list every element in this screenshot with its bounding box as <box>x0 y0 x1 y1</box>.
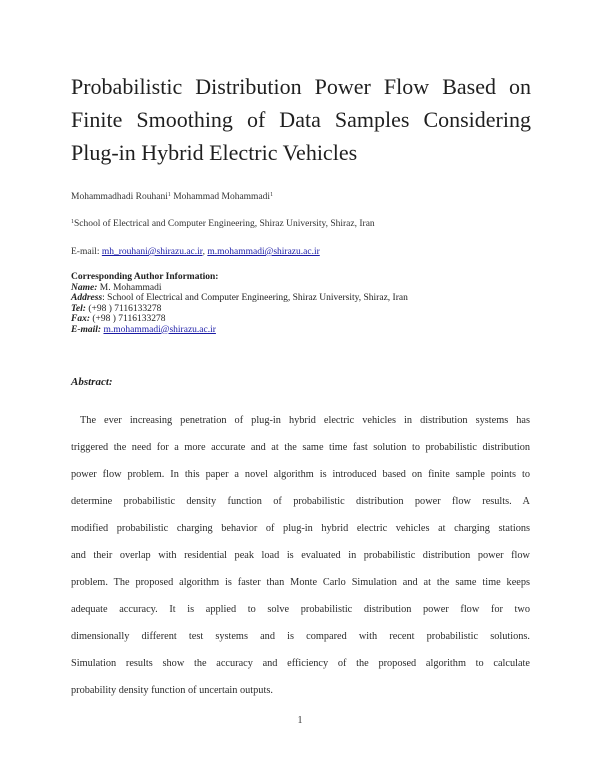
corresponding-email-row <box>71 325 408 336</box>
title-line: Plug-in Hybrid Electric Vehicles <box>71 140 358 165</box>
fax-label: Fax: <box>71 314 90 324</box>
fax-value: (+98 ) 7116133278 <box>92 314 166 324</box>
name-value: M. Mohammadi <box>99 282 162 293</box>
author-list <box>71 192 273 202</box>
corresponding-fax-row <box>71 314 408 325</box>
email-label: E-mail: <box>71 247 100 257</box>
email-separator: , <box>202 247 205 257</box>
abstract-line: Simulation results show the accuracy and efficiency of the proposed algorithm to calculate <box>71 658 530 669</box>
address-label: Address <box>71 293 103 303</box>
corresponding-heading: Corresponding Author Information: <box>71 272 219 282</box>
corresponding-tel-row <box>71 304 408 315</box>
tel-value: (+98 ) 7116133278 <box>88 303 162 314</box>
abstract-body <box>71 407 530 704</box>
abstract-line: triggered the need for a more accurate and at the same time fast solution to probabilistic distribution <box>71 442 530 453</box>
paper-title <box>71 70 531 169</box>
abstract-line: The ever increasing penetration of plug-in hybrid electric vehicles in distribution systems has <box>80 415 530 426</box>
affiliation-marker: 1 <box>270 192 274 198</box>
abstract-line: determine probabilistic density function of probabilistic distribution power flow results. A <box>71 496 530 507</box>
corresponding-email-link[interactable]: m.mohammadi@shirazu.ac.ir <box>103 324 216 335</box>
email-link-2[interactable]: m.mohammadi@shirazu.ac.ir <box>207 247 320 257</box>
author-name: Mohammad Mohammadi <box>173 192 271 202</box>
email-line <box>71 247 320 257</box>
abstract-line: modified probabilistic charging behavior of plug-in hybrid electric vehicles at charging stations <box>71 523 530 534</box>
affiliation-text: School of Electrical and Computer Engineering, Shiraz University, Shiraz, Iran <box>74 219 375 229</box>
page-number: 1 <box>297 715 303 726</box>
name-label: Name: <box>71 282 98 293</box>
corresponding-address-row <box>71 293 408 304</box>
affiliation <box>71 219 375 229</box>
tel-label: Tel: <box>71 303 86 314</box>
abstract-line: adequate accuracy. It is applied to solve probabilistic distribution power flow for two <box>71 604 530 615</box>
corresponding-author-block <box>71 272 408 335</box>
abstract-line: problem. The proposed algorithm is faster than Monte Carlo Simulation and at the same time keeps <box>71 577 530 588</box>
abstract-line: power flow problem. In this paper a novel algorithm is introduced based on finite sample points to <box>71 469 530 480</box>
corresponding-name-row <box>71 283 408 294</box>
address-value: : School of Electrical and Computer Engineering, Shiraz University, Shiraz, Iran <box>102 293 408 303</box>
abstract-heading: Abstract: <box>71 376 113 388</box>
email-link-1[interactable]: mh_rouhani@shirazu.ac.ir <box>101 247 203 257</box>
abstract-line: and their overlap with residential peak load is evaluated in probabilistic distribution power flow <box>71 550 530 561</box>
title-line: Finite Smoothing of Data Samples Considering <box>71 107 531 132</box>
affiliation-marker: 1 <box>167 192 171 198</box>
corresponding-email-label: E-mail: <box>71 324 102 335</box>
abstract-line: dimensionally different test systems and is compared with recent probabilistic solutions. <box>71 631 530 642</box>
title-line: Probabilistic Distribution Power Flow Based on <box>71 74 531 99</box>
abstract-line: probability density function of uncertain outputs. <box>71 685 273 696</box>
author-name: Mohammadhadi Rouhani <box>71 192 168 202</box>
affiliation-marker: 1 <box>71 219 74 225</box>
